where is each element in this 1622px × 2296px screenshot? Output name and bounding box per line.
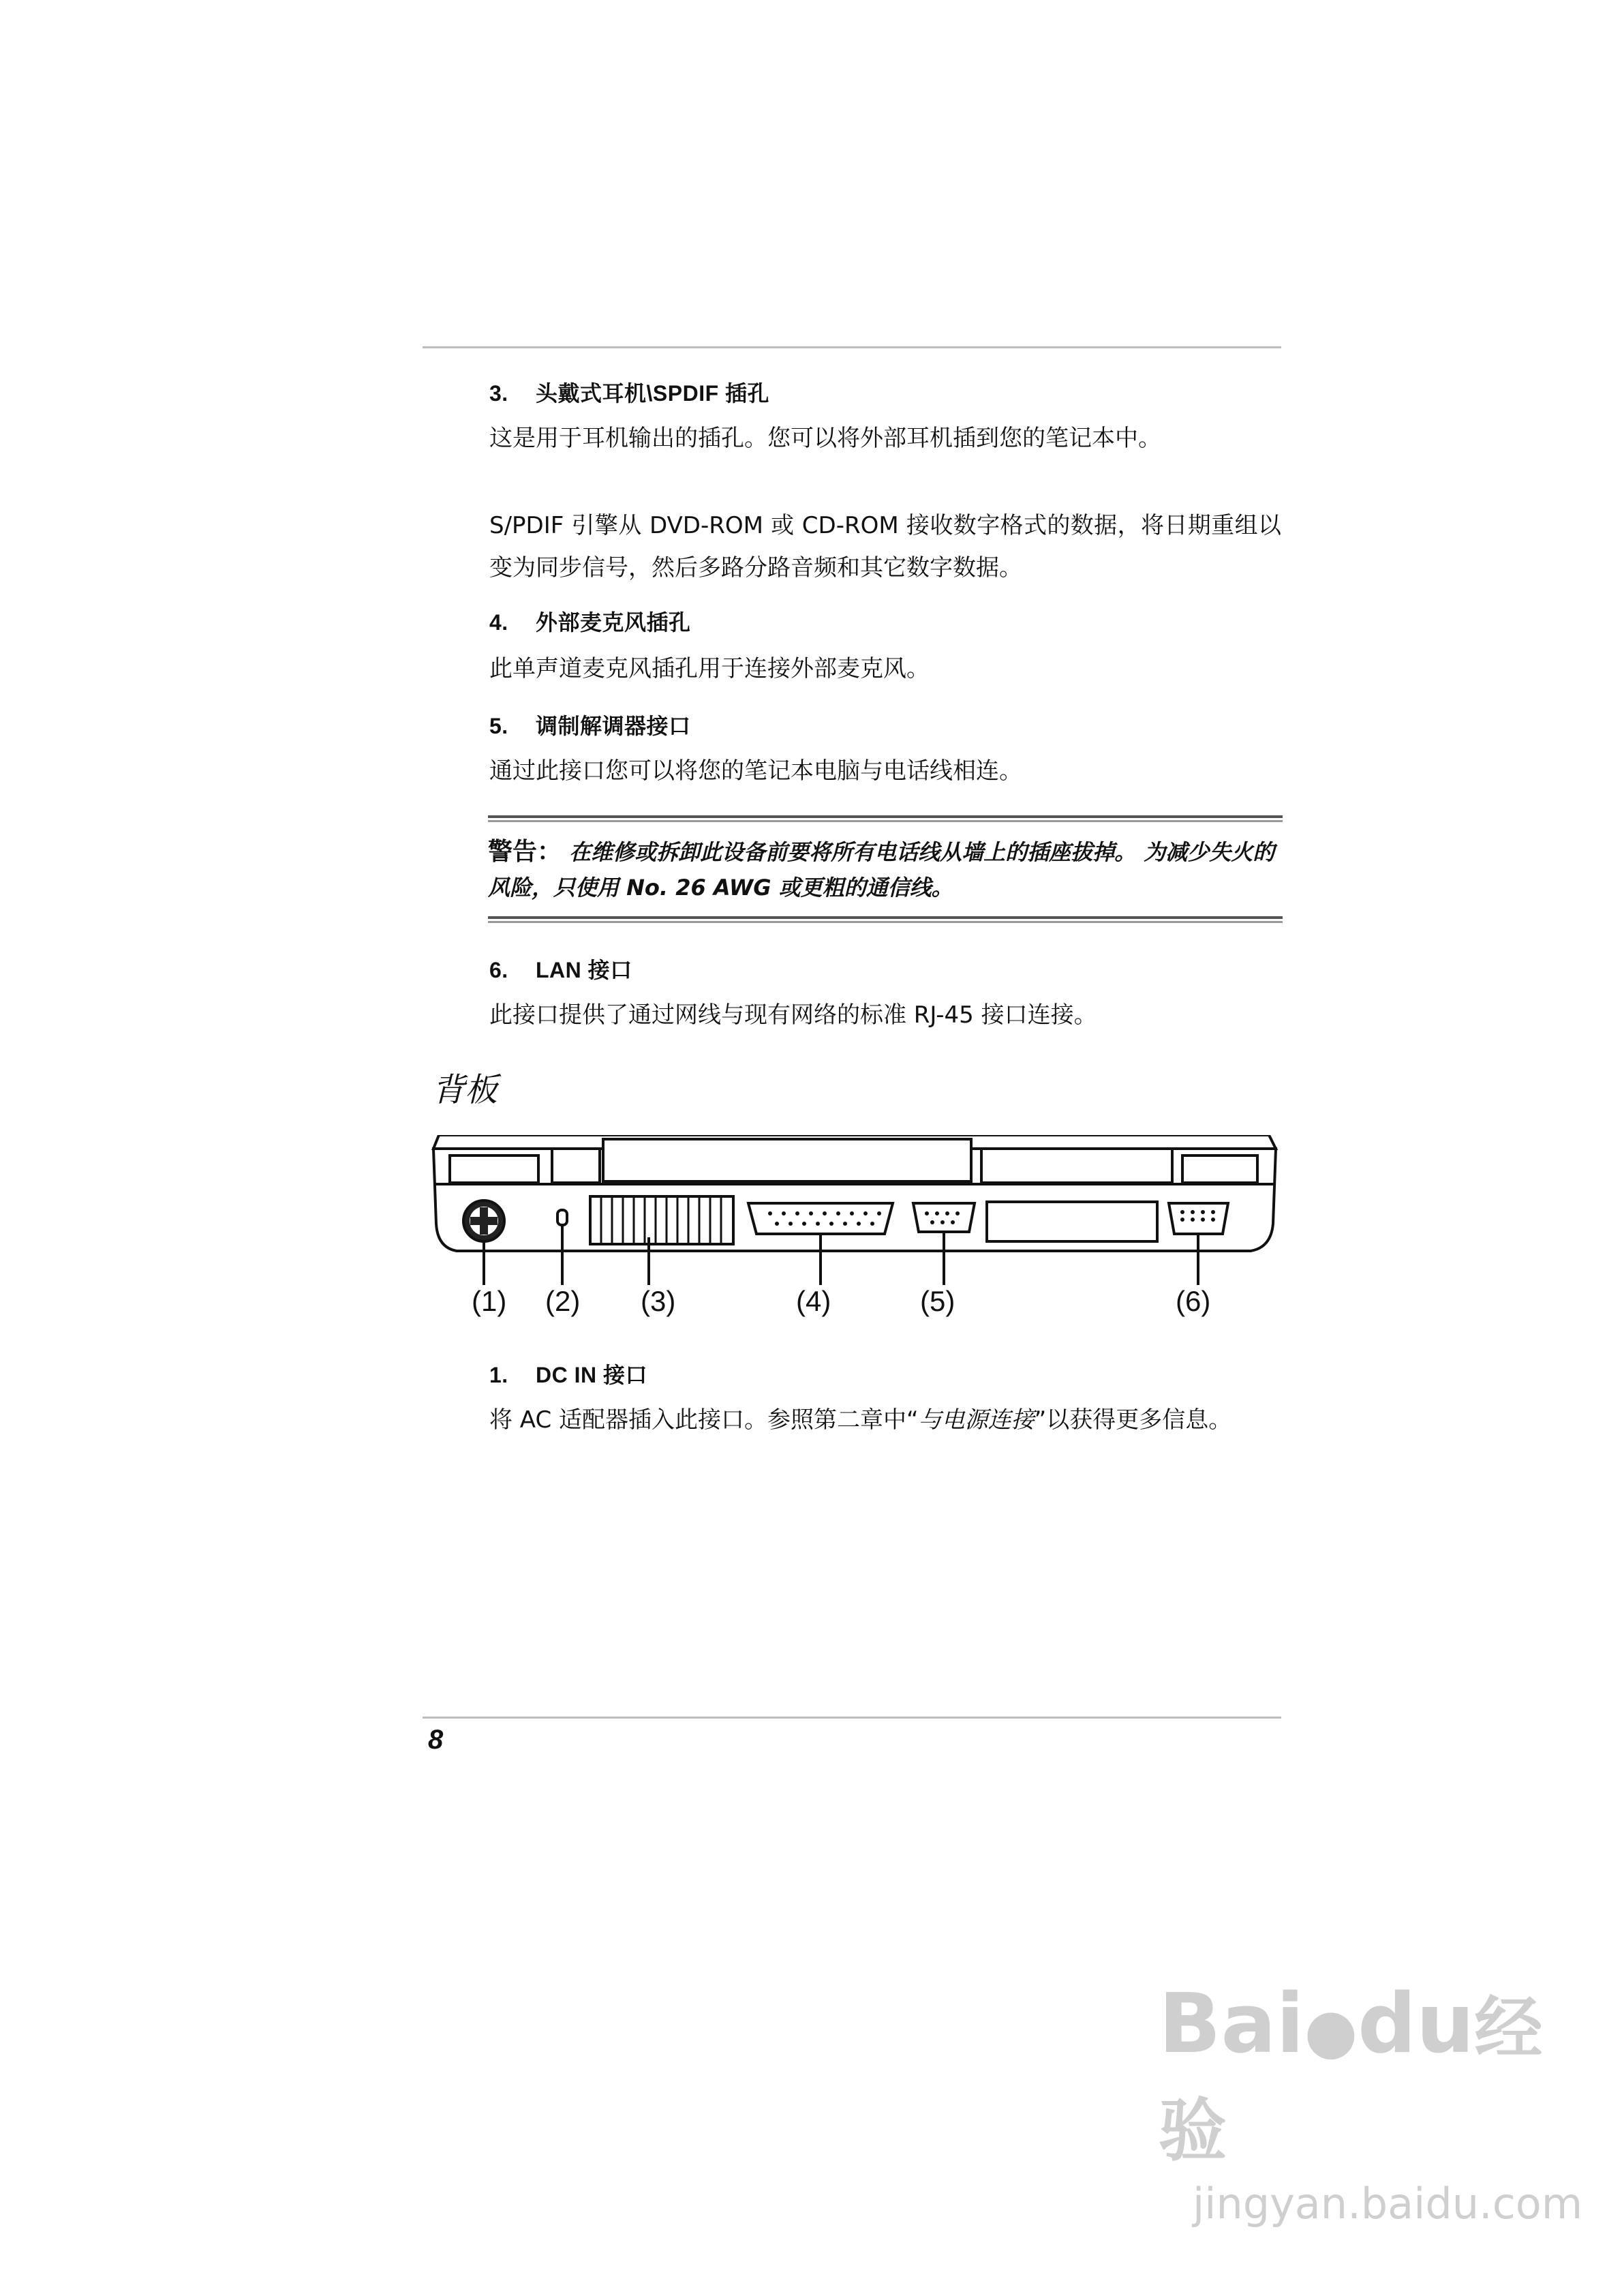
page-number: 8 — [428, 1725, 444, 1755]
section-title-text: DC IN 接口 — [536, 1363, 648, 1387]
dcin-text-1: 将 AC 适配器插入此接口。参照第二章中“ — [489, 1406, 919, 1434]
callout-6: (6) — [1176, 1285, 1211, 1317]
section-title-text: 头戴式耳机\SPDIF 插孔 — [536, 381, 770, 406]
warning-body: 在维修或拆卸此设备前要将所有电话线从墙上的插座拔掉。 为减少失火的风险，只使用 No. 26 AWG 或更粗的通信线。 — [488, 839, 1275, 901]
paw-icon: ● — [1304, 1995, 1358, 2067]
section-heading-lan — [489, 953, 632, 984]
paragraph-headphone-1: 这是用于耳机输出的插孔。您可以将外部耳机插到您的笔记本中。 — [489, 425, 1161, 452]
section-number: 4. — [489, 610, 508, 635]
paragraph-modem: 通过此接口您可以将您的笔记本电脑与电话线相连。 — [489, 757, 1022, 785]
callout-3: (3) — [641, 1285, 676, 1317]
watermark-brand-2: du — [1358, 1977, 1475, 2072]
callout-2: (2) — [545, 1285, 581, 1317]
warning-bottom-border — [488, 916, 1283, 923]
watermark-brand: Bai — [1159, 1977, 1304, 2072]
paragraph-dcin — [489, 1399, 1281, 1441]
bottom-rule — [423, 1717, 1281, 1719]
callout-1: (1) — [472, 1285, 507, 1317]
section-heading-modem — [489, 709, 691, 740]
warning-label: 警告： — [488, 838, 562, 866]
top-rule — [423, 346, 1281, 348]
section-title-text: LAN 接口 — [536, 958, 632, 982]
callout-5: (5) — [920, 1285, 955, 1317]
paragraph-headphone-2: S/PDIF 引擎从 DVD-ROM 或 CD-ROM 接收数字格式的数据，将日期重组以变为同步信号，然后多路分路音频和其它数字数据。 — [489, 512, 1281, 581]
watermark — [1159, 1977, 1595, 2229]
warning-text — [488, 822, 1283, 916]
section-number: 5. — [489, 714, 508, 738]
watermark-url: jingyan.baidu.com — [1193, 2179, 1583, 2229]
warning-box — [488, 815, 1283, 923]
warning-top-border — [488, 815, 1283, 822]
watermark-logo — [1159, 1977, 1595, 2179]
dcin-link-text: 与电源连接 — [918, 1406, 1035, 1434]
section-number: 6. — [489, 958, 508, 982]
section-title-text: 调制解调器接口 — [536, 714, 691, 738]
paragraph-mic: 此单声道麦克风插孔用于连接外部麦克风。 — [489, 655, 930, 682]
callout-4: (4) — [796, 1285, 831, 1317]
section-number: 1. — [489, 1363, 508, 1387]
watermark-brand-3: 经验 — [1159, 1989, 1543, 2171]
dcin-text-2: ”以获得更多信息。 — [1034, 1406, 1232, 1434]
section-heading-mic — [489, 605, 691, 637]
section-heading-headphone — [489, 376, 769, 408]
section-title-back-panel: 背板 — [432, 1071, 498, 1109]
paragraph-lan: 此接口提供了通过网线与现有网络的标准 RJ-45 接口连接。 — [489, 1001, 1097, 1029]
section-heading-dcin — [489, 1358, 647, 1389]
section-title-text: 外部麦克风插孔 — [536, 610, 691, 635]
section-number: 3. — [489, 381, 508, 406]
